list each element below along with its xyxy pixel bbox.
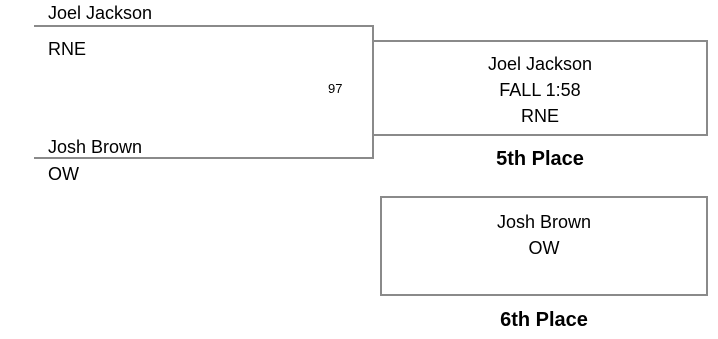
sixth-place-label: 6th Place xyxy=(500,309,588,331)
sixth-place-team: OW xyxy=(528,238,560,258)
fifth-place-label: 5th Place xyxy=(496,148,584,170)
top-wrestler-line xyxy=(34,25,374,27)
top-wrestler-name: Joel Jackson xyxy=(48,3,153,23)
bottom-wrestler-line xyxy=(34,157,374,159)
fifth-place-box xyxy=(372,40,708,136)
sixth-place-box xyxy=(380,196,708,296)
bottom-wrestler-name: Josh Brown xyxy=(48,137,143,157)
fifth-place-winner-name: Joel Jackson xyxy=(487,54,593,74)
top-wrestler-team: RNE xyxy=(48,39,87,59)
sixth-place-name: Josh Brown xyxy=(496,212,592,232)
bottom-wrestler-team: OW xyxy=(48,164,79,184)
fifth-place-result: FALL 1:58 xyxy=(499,80,581,100)
bout-number: 97 xyxy=(328,81,343,96)
fifth-place-winner-team: RNE xyxy=(520,106,559,126)
